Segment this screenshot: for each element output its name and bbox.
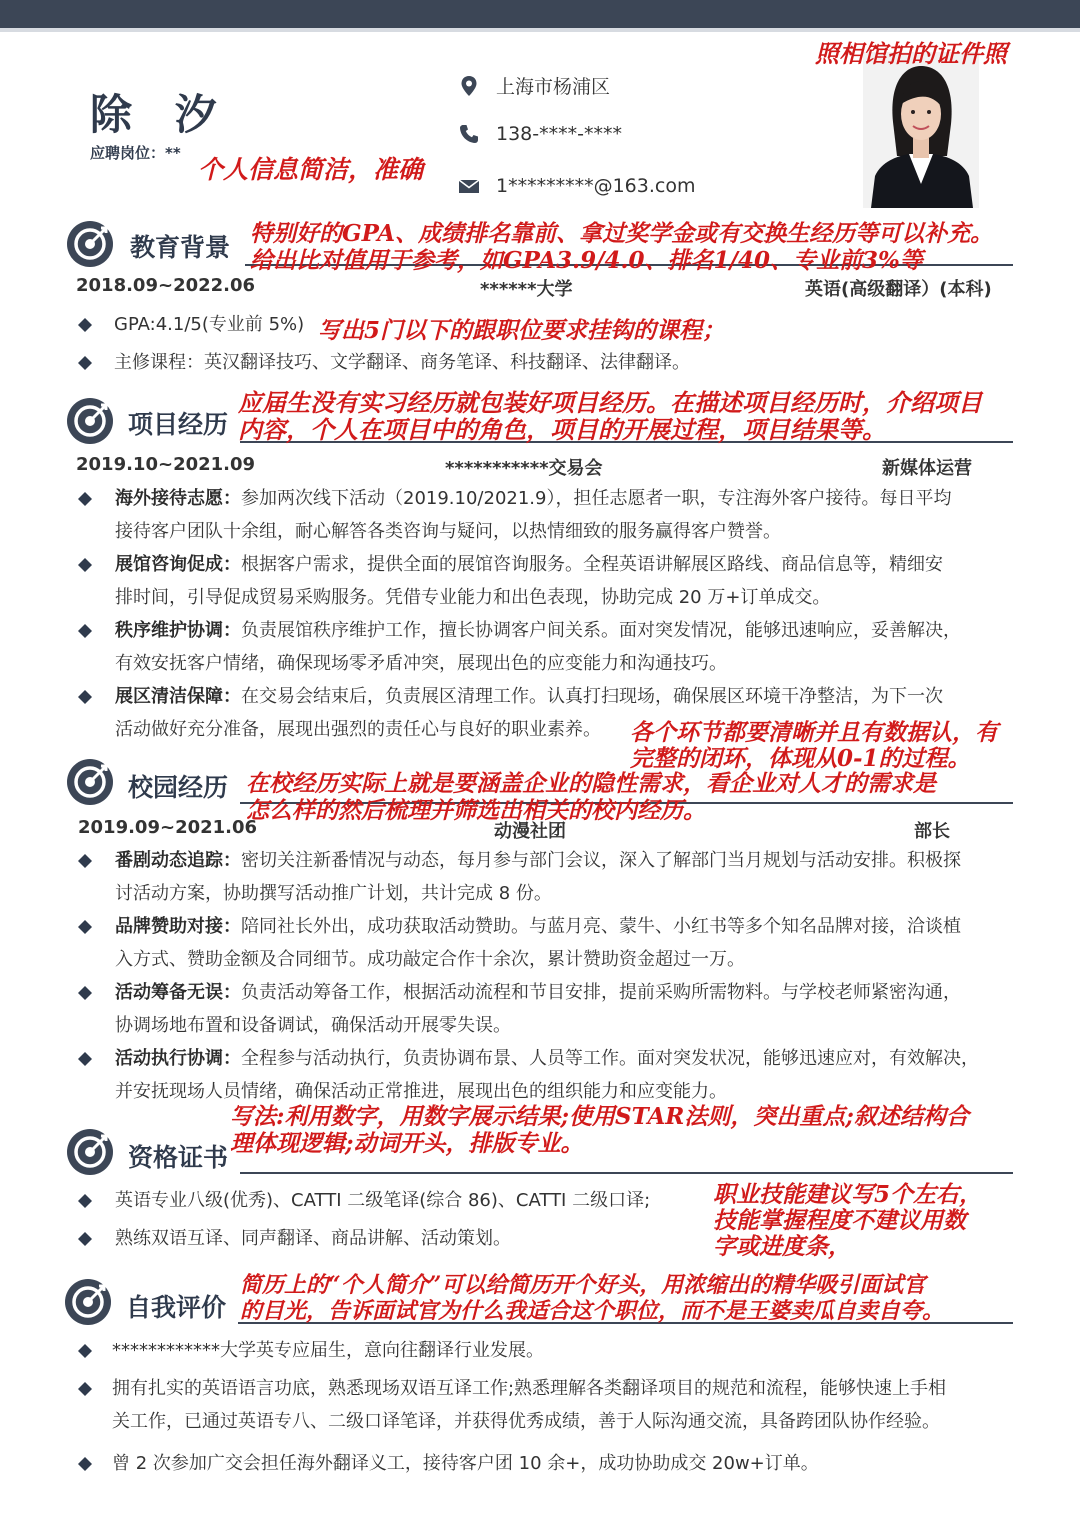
edu-school: ******大学 xyxy=(480,279,573,300)
contact-phone xyxy=(458,123,622,145)
annotation-campus-2: 怎么样的然后梳理并筛选出相关的校内经历。 xyxy=(246,797,706,824)
annotation-edu-2: 给出比对值用于参考，如GPA3.9/4.0、排名1/40、专业前3%等 xyxy=(250,247,923,274)
diamond-bullet-icon xyxy=(78,1344,92,1358)
annotation-self-1: 简历上的“个人简介”可以给简历开个好头，用浓缩出的精华吸引面试官 xyxy=(240,1272,926,1298)
annotation-loop-2: 完整的闭环，体现从0-1的过程。 xyxy=(630,745,971,772)
annotation-project-1: 应届生没有实习经历就包装好项目经历。在描述项目经历时，介绍项目 xyxy=(238,388,982,417)
annotation-campus-1: 在校经历实际上就是要涵盖企业的隐性需求，看企业对人才的需求是 xyxy=(246,770,936,797)
self-eval-item: ************大学英专应届生，意向往翻译行业发展。 xyxy=(112,1340,544,1361)
project-org: ***********交易会 xyxy=(445,458,603,479)
edu-item: 主修课程：英汉翻译技巧、文学翻译、商务笔译、科技翻译、法律翻译。 xyxy=(114,352,690,373)
project-item: 展馆咨询促成：根据客户需求，提供全面的展馆咨询服务。全程英语讲解展区路线、商品信息等，精细安 排时间，引导促成贸易采购服务。凭借专业能力和出色表现，协助完成 20 万+订单成交。 xyxy=(115,554,943,608)
target-icon xyxy=(66,220,114,268)
section-title-education: 教育背景 xyxy=(130,233,231,262)
target-icon xyxy=(64,1278,112,1326)
diamond-bullet-icon xyxy=(78,854,92,868)
section-divider xyxy=(240,1172,1013,1174)
contact-email xyxy=(458,175,695,197)
email-text: 1*********@163.com xyxy=(496,175,696,197)
diamond-bullet-icon xyxy=(78,690,92,704)
project-item: 展区清洁保障：在交易会结束后，负责展区清理工作。认真打扫现场，确保展区环境干净整洁，为下一次 活动做好充分准备，展现出强烈的责任心与良好的职业素养。 xyxy=(115,686,943,740)
campus-org: 动漫社团 xyxy=(494,821,566,842)
diamond-bullet-icon xyxy=(78,318,92,332)
target-icon xyxy=(66,1128,114,1176)
phone-icon xyxy=(458,123,480,145)
annotation-skill-2: 技能掌握程度不建议用数 xyxy=(713,1207,966,1234)
diamond-bullet-icon xyxy=(78,1232,92,1246)
diamond-bullet-icon xyxy=(78,1457,92,1471)
diamond-bullet-icon xyxy=(78,1382,92,1396)
mail-icon xyxy=(458,175,480,197)
top-bar xyxy=(0,0,1080,28)
section-title-self-eval: 自我评价 xyxy=(126,1293,227,1322)
position-label: 应聘岗位：** xyxy=(90,144,181,162)
top-bar-shadow xyxy=(0,28,1080,32)
campus-role: 部长 xyxy=(914,821,950,842)
certificate-item: 熟练双语互译、同声翻译、商品讲解、活动策划。 xyxy=(115,1228,511,1249)
campus-item: 活动筹备无误：负责活动筹备工作，根据活动流程和节目安排，提前采购所需物料。与学校老师紧密沟通， 协调场地布置和设备调试，确保活动开展零失误。 xyxy=(115,982,961,1036)
diamond-bullet-icon xyxy=(78,558,92,572)
annotation-method-2: 理体现逻辑;动词开头，排版专业。 xyxy=(230,1130,584,1157)
annotation-course: 写出5门以下的跟职位要求挂钩的课程； xyxy=(318,317,726,344)
section-title-certificates: 资格证书 xyxy=(128,1143,229,1172)
annotation-skill-3: 字或进度条， xyxy=(713,1233,851,1260)
candidate-name: 除 汐 xyxy=(90,90,231,139)
diamond-bullet-icon xyxy=(78,1052,92,1066)
project-period: 2019.10~2021.09 xyxy=(76,454,256,475)
campus-item: 品牌赞助对接：陪同社长外出，成功获取活动赞助。与蓝月亮、蒙牛、小红书等多个知名品牌对接，洽谈植 入方式、赞助金额及合同细节。成功敲定合作十余次，累计赞助资金超过一万。 xyxy=(115,916,961,970)
certificate-item: 英语专业八级(优秀)、CATTI 二级笔译(综合 86)、CATTI 二级口译; xyxy=(115,1190,651,1211)
annotation-loop-1: 各个环节都要清晰并且有数据认，有 xyxy=(630,719,998,746)
annotation-info: 个人信息简洁，准确 xyxy=(198,155,424,184)
self-eval-item: 曾 2 次参加广交会担任海外翻译义工，接待客户团 10 余+，成功协助成交 20w+订单。 xyxy=(112,1453,819,1474)
id-photo xyxy=(863,52,979,208)
target-icon xyxy=(66,758,114,806)
annotation-method-1: 写法:利用数字，用数字展示结果;使用STAR法则，突出重点;叙述结构合 xyxy=(230,1103,969,1130)
edu-item: GPA:4.1/5(专业前 5%) xyxy=(114,314,305,335)
annotation-skill-1: 职业技能建议写5个左右， xyxy=(713,1181,983,1208)
diamond-bullet-icon xyxy=(78,356,92,370)
section-title-project: 项目经历 xyxy=(128,410,229,439)
diamond-bullet-icon xyxy=(78,986,92,1000)
project-item: 秩序维护协调：负责展馆秩序维护工作，擅长协调客户间关系。面对突发情况，能够迅速响应，妥善解决， 有效安抚客户情绪，确保现场零矛盾冲突，展现出色的应变能力和沟通技巧。 xyxy=(115,620,961,674)
location-text: 上海市杨浦区 xyxy=(496,76,611,98)
annotation-photo: 照相馆拍的证件照 xyxy=(815,39,1007,68)
project-role: 新媒体运营 xyxy=(882,458,972,479)
campus-item: 活动执行协调：全程参与活动执行，负责协调布景、人员等工作。面对突发状况，能够迅速应对，有效解决， 并安抚现场人员情绪，确保活动正常推进，展现出色的组织能力和应变能力。 xyxy=(115,1048,979,1102)
edu-period: 2018.09~2022.06 xyxy=(76,275,256,296)
campus-item: 番剧动态追踪：密切关注新番情况与动态，每月参与部门会议，深入了解部门当月规划与活动安排。积极探 讨活动方案，协助撰写活动推广计划，共计完成 8 份。 xyxy=(115,850,961,904)
contact-location xyxy=(458,72,610,99)
section-title-campus: 校园经历 xyxy=(128,773,229,802)
diamond-bullet-icon xyxy=(78,920,92,934)
target-icon xyxy=(66,397,114,445)
diamond-bullet-icon xyxy=(78,624,92,638)
edu-major: 英语(高级翻译）(本科) xyxy=(805,279,992,300)
campus-period: 2019.09~2021.06 xyxy=(78,817,258,838)
location-pin-icon xyxy=(458,75,480,97)
annotation-project-2: 内容，个人在项目中的角色，项目的开展过程，项目结果等。 xyxy=(238,415,886,444)
annotation-self-2: 的目光，告诉面试官为什么我适合这个职位，而不是王婆卖瓜自卖自夸。 xyxy=(240,1298,945,1324)
phone-text: 138-****-**** xyxy=(496,123,622,145)
annotation-edu-1: 特别好的GPA、成绩排名靠前、拿过奖学金或有交换生经历等可以补充。 xyxy=(250,220,994,247)
project-item: 海外接待志愿：参加两次线下活动（2019.10/2021.9），担任志愿者一职，专注海外客户接待。每日平均 接待客户团队十余组，耐心解答各类咨询与疑问，以热情细致的服务赢得客户赞誉。 xyxy=(115,488,952,542)
self-eval-item: 拥有扎实的英语语言功底，熟悉现场双语互译工作;熟悉理解各类翻译项目的规范和流程，能够快速上手相 关工作，已通过英语专八、二级口译笔译，并获得优秀成绩，善于人际沟通交流，具备跨团队协作经验。 xyxy=(112,1378,947,1432)
diamond-bullet-icon xyxy=(78,492,92,506)
diamond-bullet-icon xyxy=(78,1194,92,1208)
